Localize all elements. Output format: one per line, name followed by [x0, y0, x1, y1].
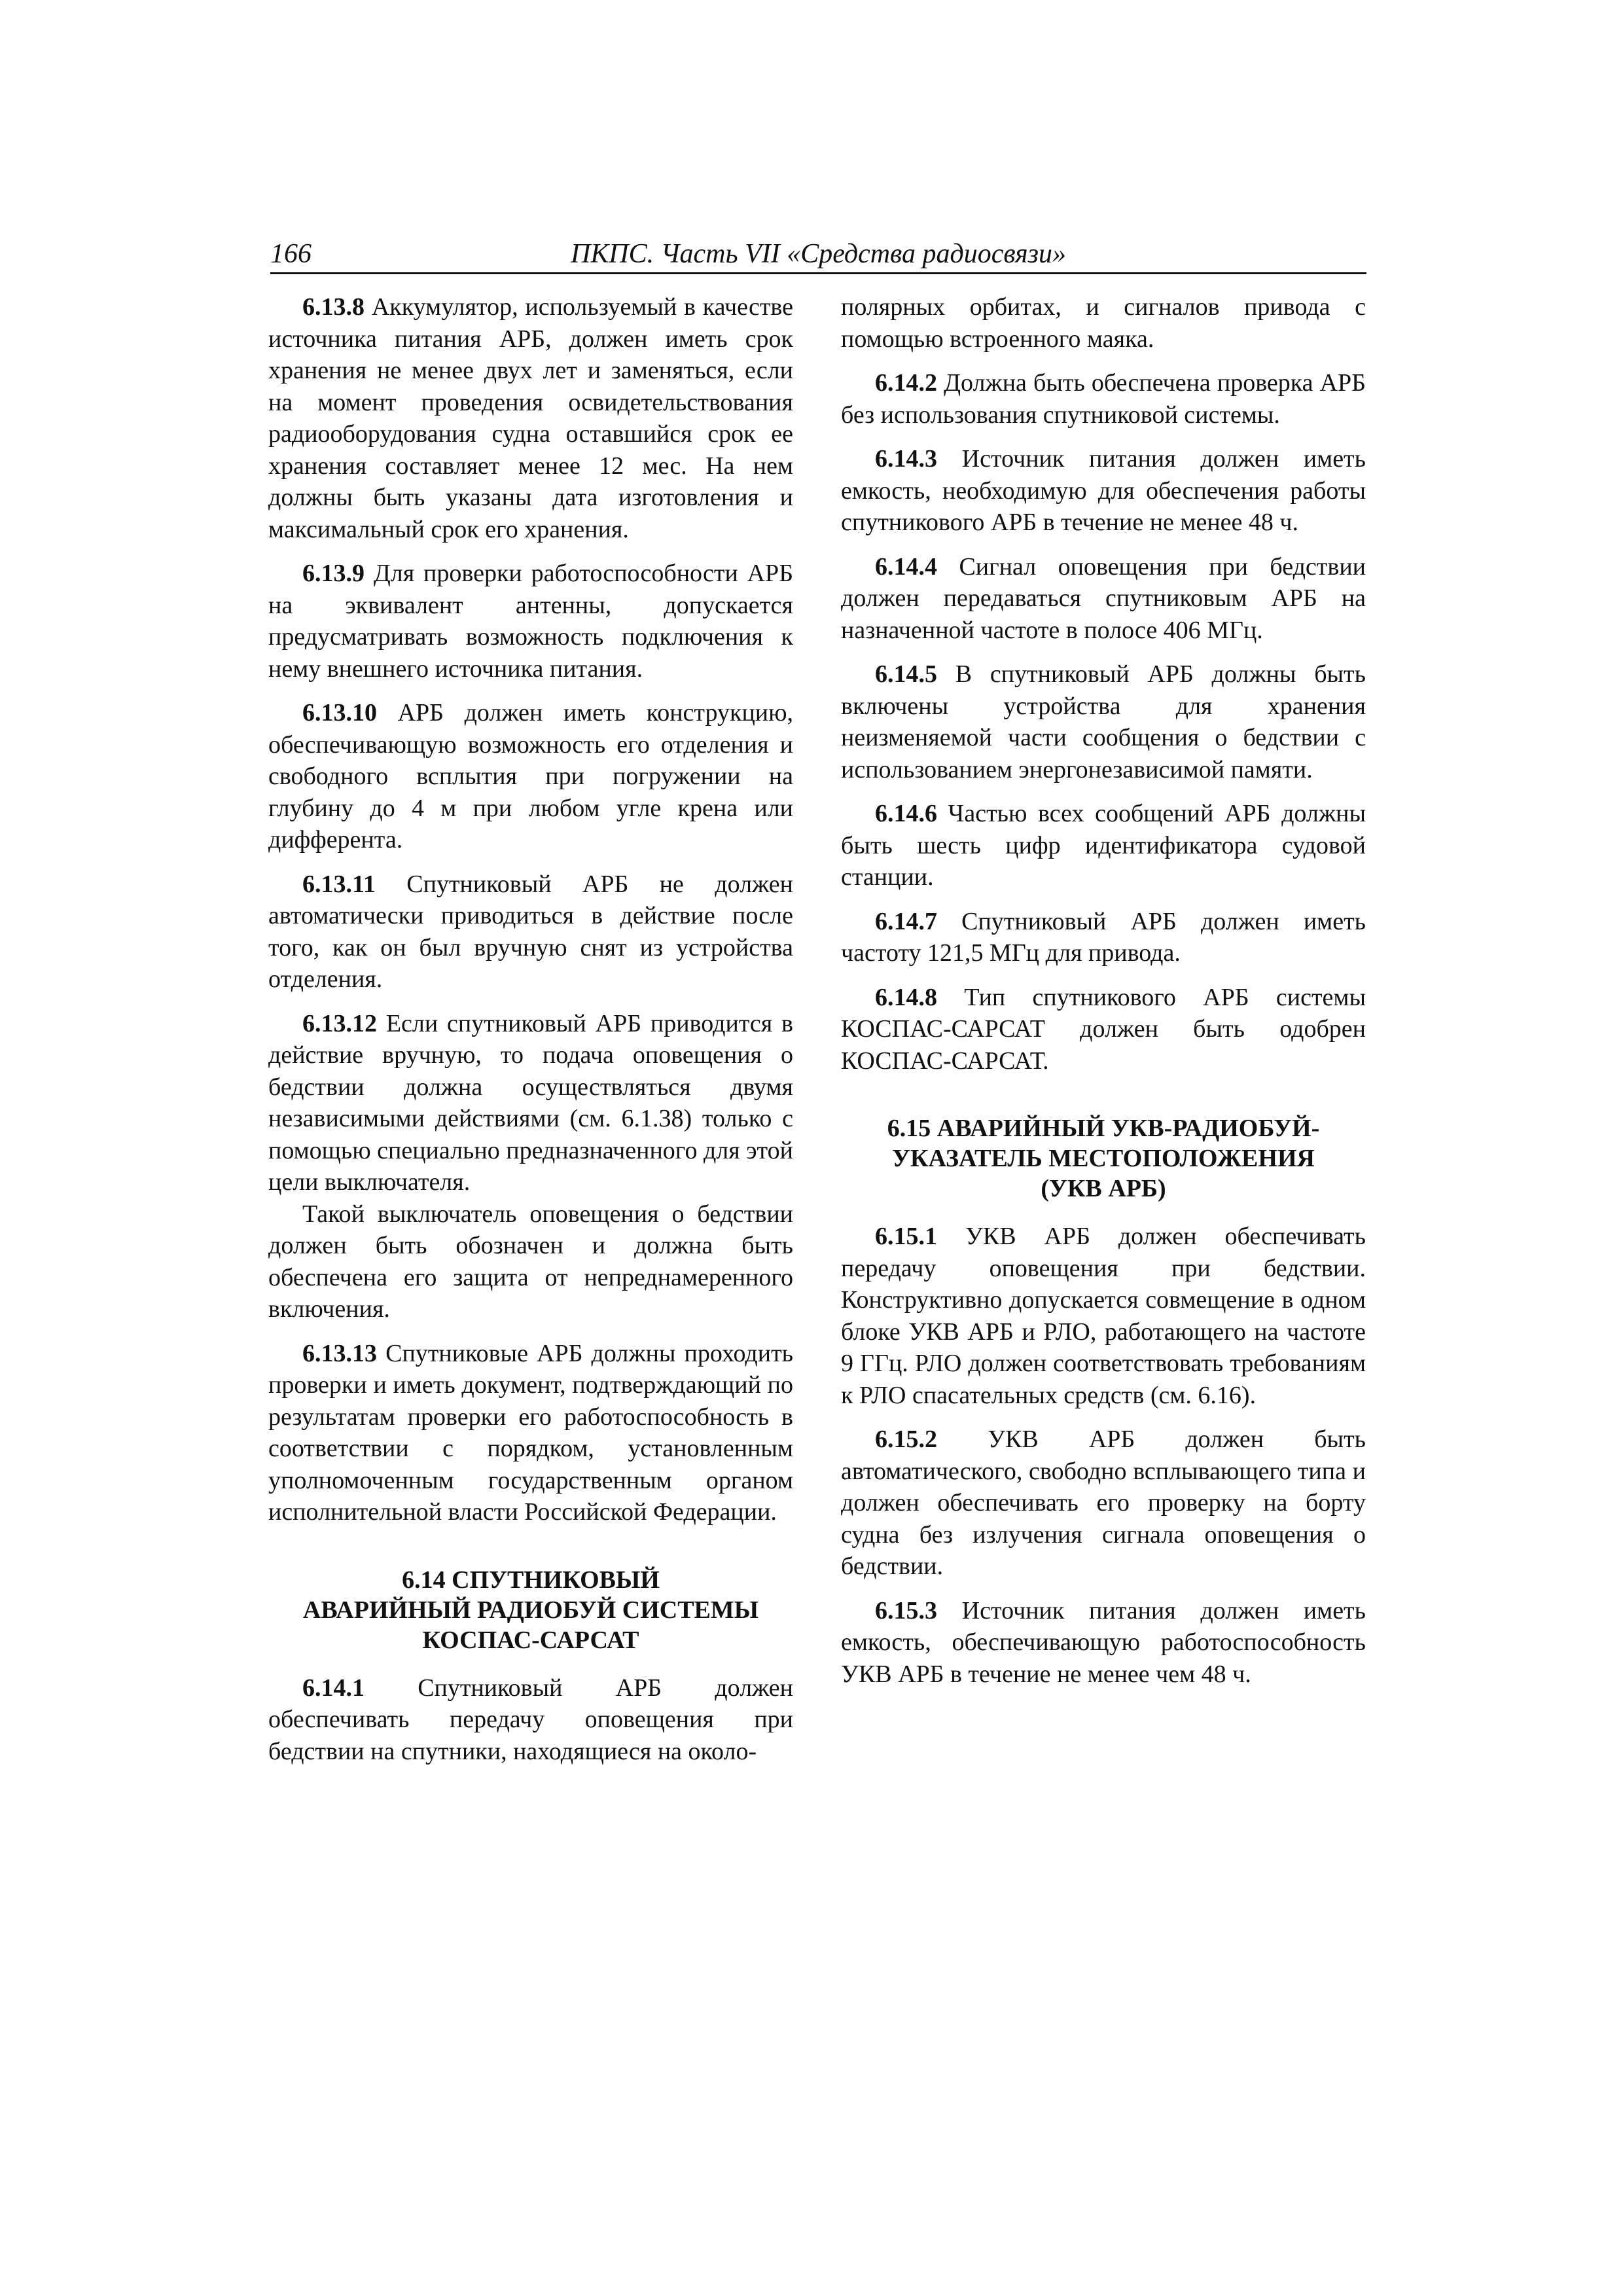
running-title: ПКПС. Часть VII «Средства радиосвязи» [571, 239, 1066, 269]
clause-text: Источник питания должен иметь емкость, обеспечивающую работоспособность УКВ АРБ в течение не менее чем 48 ч. [841, 1596, 1366, 1688]
heading-line: 6.15 АВАРИЙНЫЙ УКВ-РАДИОБУЙ- [887, 1115, 1320, 1142]
clause-text: Сигнал оповещения при бедствии должен передаваться спутниковым АРБ на назначенной частоте в полосе 406 МГц. [841, 552, 1366, 644]
paragraph-6-15-1 [841, 1221, 1366, 1411]
running-header [270, 236, 1366, 274]
heading-line: АВАРИЙНЫЙ РАДИОБУЙ СИСТЕМЫ [302, 1596, 759, 1624]
section-heading-6-15 [841, 1113, 1366, 1204]
clause-number: 6.14.2 [875, 369, 937, 397]
right-column [841, 291, 1366, 1702]
clause-number: 6.13.8 [302, 293, 365, 321]
section-heading-6-14 [268, 1565, 793, 1655]
clause-number: 6.14.4 [875, 552, 937, 581]
paragraph-6-14-5 [841, 658, 1366, 785]
heading-line: КОСПАС-САРСАТ [422, 1626, 639, 1654]
paragraph-6-14-2 [841, 367, 1366, 431]
paragraph-6-13-12 [268, 1008, 793, 1198]
clause-number: 6.13.9 [302, 560, 365, 587]
clause-number: 6.14.1 [302, 1674, 365, 1702]
clause-number: 6.15.1 [875, 1223, 937, 1250]
clause-text: Спутниковый АРБ должен обеспечивать передачу оповещения при бедствии на спутники, находящиеся на около- [268, 1674, 794, 1765]
clause-number: 6.14.8 [875, 983, 937, 1011]
clause-number: 6.14.7 [875, 907, 937, 935]
paragraph-6-13-12-continuation: Такой выключатель оповещения о бедствии должен быть обозначен и должна быть обеспечена его защита от непреднамеренного включения. [268, 1200, 793, 1323]
paragraph-6-15-2 [841, 1424, 1366, 1583]
clause-number: 6.14.3 [875, 445, 937, 473]
heading-line: УКАЗАТЕЛЬ МЕСТОПОЛОЖЕНИЯ [892, 1145, 1315, 1172]
paragraph-6-14-4 [841, 551, 1366, 647]
clause-text: Спутниковый АРБ должен иметь частоту 121,5 МГц для привода. [841, 907, 1366, 967]
paragraph-6-13-13 [268, 1338, 793, 1528]
paragraph-6-14-3 [841, 443, 1366, 539]
paragraph-6-13-9 [268, 558, 793, 685]
clause-text: АРБ должен иметь конструкцию, обеспечивающую возможность его отделения и свободного всплытия при погружении на глубину до 4 м при любом угле крена или дифферента. [268, 699, 793, 853]
paragraph-6-15-3 [841, 1595, 1366, 1691]
page-number: 166 [270, 239, 312, 269]
clause-text: Должна быть обеспечена проверка АРБ без использования спутниковой системы. [841, 369, 1366, 429]
clause-text: Спутниковые АРБ должны проходить проверки и иметь документ, подтверждающий по результатам проверки его работоспособность в соответствии с порядком, установленным уполномоченным государственным органом исполнительной власти Российской Федерации. [268, 1339, 794, 1526]
clause-number: 6.14.6 [875, 800, 937, 827]
clause-number: 6.15.2 [875, 1426, 937, 1453]
heading-line: 6.14 СПУТНИКОВЫЙ [402, 1566, 660, 1594]
clause-text: Для проверки работоспособности АРБ на эквивалент антенны, допускается предусматривать возможность подключения к нему внешнего источника питания. [268, 560, 794, 683]
clause-text: Аккумулятор, используемый в качестве источника питания АРБ, должен иметь срок хранения не менее двух лет и заменяться, если на момент проведения освидетельствования радиооборудования судна оставшийся срок ее хранения составляет менее 12 мес. На нем должны быть указаны дата изготовления и максимальный срок его хранения. [268, 293, 794, 543]
paragraph-6-13-11 [268, 869, 793, 996]
clause-text: Источник питания должен иметь емкость, необходимую для обеспечения работы спутникового АРБ в течение не менее 48 ч. [841, 445, 1366, 536]
paragraph-6-13-10 [268, 697, 793, 856]
clause-text: Спутниковый АРБ не должен автоматически приводиться в действие после того, как он был вручную снят из устройства отделения. [268, 870, 793, 993]
clause-text: УКВ АРБ должен обеспечивать передачу оповещения при бедствии. Конструктивно допускается совмещение в одном блоке УКВ АРБ и РЛО, работающего на частоте 9 ГГц. РЛО должен соответствовать требованиям к РЛО спасательных средств (см. 6.16). [841, 1223, 1366, 1409]
clause-text: УКВ АРБ должен быть автоматического, свободно всплывающего типа и должен обеспечивать его проверку на борту судна без излучения сигнала оповещения о бедствии. [841, 1426, 1366, 1580]
paragraph-6-14-7 [841, 906, 1366, 969]
paragraph-6-14-8 [841, 982, 1366, 1077]
clause-number: 6.13.10 [302, 699, 377, 726]
clause-text: В спутниковый АРБ должны быть включены устройства для хранения неизменяемой части сообщения о бедствии с использованием энергонезависимой памяти. [841, 660, 1366, 783]
paragraph-6-13-8 [268, 291, 793, 545]
clause-number: 6.13.12 [302, 1009, 377, 1037]
paragraph-6-14-1-continuation: полярных орбитах, и сигналов привода с помощью встроенного маяка. [841, 293, 1366, 353]
clause-text: Частью всех сообщений АРБ должны быть шесть цифр идентификатора судовой станции. [841, 800, 1366, 891]
clause-number: 6.13.11 [302, 870, 376, 898]
paragraph-6-14-6 [841, 798, 1366, 893]
clause-number: 6.15.3 [875, 1596, 937, 1624]
heading-line: (УКВ АРБ) [1041, 1175, 1166, 1202]
left-column [268, 291, 793, 1780]
clause-text: Если спутниковый АРБ приводится в действие вручную, то подача оповещения о бедствии должна осуществляться двумя независимыми действиями (см. 6.1.38) только с помощью специально предназначенного для этой цели выключателя. [268, 1009, 793, 1196]
paragraph-6-14-1 [268, 1672, 793, 1768]
clause-number: 6.13.13 [302, 1339, 377, 1367]
clause-number: 6.14.5 [875, 660, 937, 688]
clause-text: Тип спутникового АРБ системы КОСПАС-САРСАТ должен быть одобрен КОСПАС-САРСАТ. [841, 983, 1366, 1075]
